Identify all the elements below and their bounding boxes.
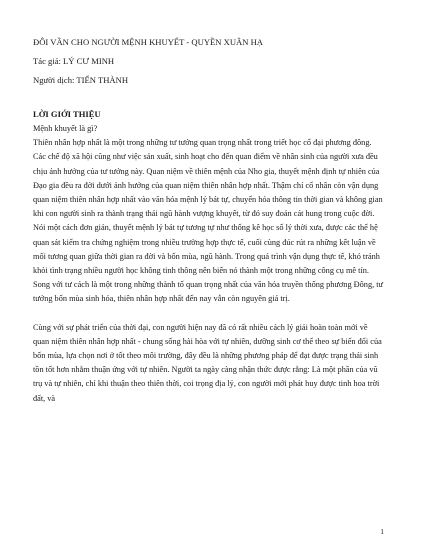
document-title: ĐÔI VẦN CHO NGƯỜI MỆNH KHUYẾT - QUYỀN XUÂN HẠ	[33, 37, 264, 47]
page-number: 1	[380, 527, 384, 536]
intro-question: Mệnh khuyết là gì?	[33, 124, 98, 133]
section-heading: LỜI GIỚI THIỆU	[33, 109, 101, 119]
paragraph-1: Thiên nhân hợp nhất là một trong những tư tưởng quan trọng nhất trong triết học cổ đại phương đông. Các chế độ xã hội cũng như việc sản xuất, sinh hoạt cho đến quan điểm về nhân sinh của người xưa đều chịu ảnh hưởng của tư tưởng này. Quan niệm về thiên mệnh của Nho gia, thuyết mệnh định tự nhiên của Đạo gia đều ra đời dưới ảnh hưởng của quan niệm thiên nhân hợp nhất. Thậm chí cổ nhân còn vận dụng quan niệm thiên nhân hợp nhất vào văn hóa mệnh lý bát tự, chuyển hóa thông tin thời gian và không gian khi con người sinh ra thành trạng thái ngũ hành vượng khuyết, từ đó suy đoán cát hung trong cuộc đời.	[33, 138, 383, 219]
paragraph-3: Cùng với sự phát triển của thời đại, con người hiện nay đã có rất nhiều cách lý giải hoàn toàn mới về quan niệm thiên nhân hợp nhất - chung sống hài hòa với tự nhiên, dưỡng sinh cơ thể theo sự biến đổi của bốn mùa, lựa chọn nơi ở tốt theo môi trường, đây đều là những phương pháp để đạt được trạng thái sinh tồn tốt hơn nhằm thuận ứng với tự nhiên. Người ta ngày càng nhận thức được rằng: Là một phần của vũ trụ và tự nhiên, chỉ khi thuận theo thiên thời, coi trọng địa lý, con người mới phát huy được tinh hoa trời đất, và	[33, 322, 382, 403]
translator-line: Người dịch: TIẾN THÀNH	[33, 75, 129, 85]
author-line: Tác giả: LÝ CƯ MINH	[33, 56, 115, 66]
paragraph-2: Nói một cách đơn giản, thuyết mệnh lý bát tự tương tự như thống kê học số lý thời xưa, được các thế hệ quan sát kiểm tra chứng nghiệm trong nhiều trường hợp thực tế, cuối cùng đúc rút ra những kết luận về mối tương quan giữa thời gian ra đời và bốn mùa, ngũ hành. Trong quá trình vận dụng thực tế, khó tránh khỏi tình trạng nhiều người học không tinh thông nên biến nó thành một trong những công cụ mê tín. Song với tư cách là một trong những thành tố quan trọng nhất của văn hóa truyền thống phương Đông, tư tưởng bốn mùa sinh hóa, thiên nhân hợp nhất đến nay vẫn còn nguyên giá trị.	[33, 223, 384, 304]
